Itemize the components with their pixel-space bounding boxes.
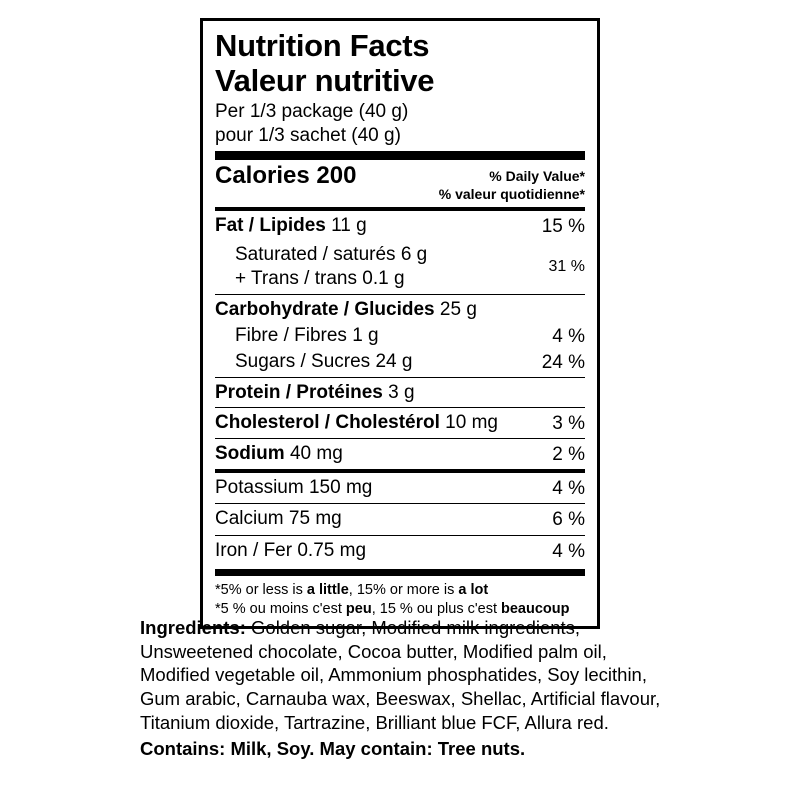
- row-sodium-label: [215, 442, 343, 465]
- row-sugars-label: Sugars / Sucres 24 g: [235, 350, 413, 372]
- row-potassium-label: Potassium 150 mg: [215, 477, 373, 499]
- row-calcium-value: 6 %: [552, 509, 585, 531]
- divider-thick-top: [215, 151, 585, 160]
- ingredients-list: Golden sugar, Modified milk ingredients, Unsweetened chocolate, Cocoa butter, Modified palm oil, Modified vegetable oil, Ammonium phosphatides, Soy lecithin, Gum arabic, Carnauba wax, Beeswax, Shellac, Artificial flavour, Titanium dioxide, Tartrazine, Brilliant blue FCF, Allura red.: [140, 617, 661, 733]
- footnote-english-mid: , 15% or more is: [348, 581, 459, 598]
- row-sodium: [215, 439, 585, 469]
- row-fat-amount: 11 g: [325, 215, 367, 237]
- row-sugars: [215, 350, 585, 377]
- calories-row: [215, 160, 585, 207]
- row-fat-value: 15 %: [541, 216, 585, 238]
- panel-title-french: Valeur nutritive: [215, 62, 435, 98]
- row-carbohydrate-amount: 25 g: [434, 299, 477, 321]
- calories-label: Calories 200: [215, 161, 357, 189]
- row-cholesterol: [215, 408, 585, 438]
- row-fat: [215, 211, 585, 241]
- divider-above-footnote: [215, 569, 585, 576]
- daily-value-header: [439, 162, 585, 203]
- row-carbohydrate-label: [215, 298, 477, 321]
- row-cholesterol-label: [215, 411, 498, 434]
- row-iron: [215, 536, 585, 566]
- row-trans-label: + Trans / trans 0.1 g: [235, 268, 405, 290]
- row-calcium-label: Calcium 75 mg: [215, 508, 342, 530]
- daily-value-header-french: % valeur quotidienne*: [438, 185, 585, 202]
- row-fat-label: [215, 214, 367, 237]
- footnote-french-mid: , 15 % ou plus c'est: [371, 601, 502, 618]
- ingredients-label: Ingredients:: [140, 617, 246, 638]
- row-saturated-trans-value: 31 %: [548, 258, 585, 276]
- row-cholesterol-value: 3 %: [552, 412, 585, 434]
- footnote-english-bold-alot: a lot: [458, 581, 489, 598]
- row-fat-name: Fat / Lipides: [215, 215, 326, 237]
- row-iron-label: Iron / Fer 0.75 mg: [215, 539, 367, 561]
- daily-value-header-english: % Daily Value*: [489, 167, 585, 184]
- row-iron-value: 4 %: [552, 540, 585, 562]
- row-saturated-trans: [215, 241, 585, 294]
- row-potassium: [215, 473, 585, 503]
- nutrition-facts-panel: [200, 18, 600, 629]
- footnote-french-bold-beaucoup: beaucoup: [501, 601, 570, 618]
- serving-size-french: pour 1/3 sachet (40 g): [215, 124, 401, 146]
- footnote-english: [215, 576, 585, 601]
- row-sodium-name: Sodium: [215, 443, 285, 465]
- serving-size-english: Per 1/3 package (40 g): [215, 101, 409, 123]
- row-sugars-value: 24 %: [541, 351, 585, 373]
- row-cholesterol-name: Cholesterol / Cholestérol: [215, 411, 440, 433]
- row-sodium-value: 2 %: [552, 444, 585, 466]
- row-fibre: [215, 324, 585, 349]
- row-protein-name: Protein / Protéines: [215, 381, 383, 403]
- ingredients-block: [140, 616, 670, 761]
- row-protein: [215, 378, 585, 407]
- footnote-french-bold-peu: peu: [345, 601, 372, 618]
- allergen-statement: Contains: Milk, Soy. May contain: Tree nuts.: [140, 738, 526, 760]
- row-protein-amount: 3 g: [382, 381, 415, 403]
- panel-title-english: Nutrition Facts: [215, 28, 430, 63]
- row-cholesterol-amount: 10 mg: [439, 411, 498, 433]
- footnote-english-bold-little: a little: [306, 581, 349, 598]
- row-fibre-label: Fibre / Fibres 1 g: [235, 325, 379, 347]
- row-protein-label: [215, 381, 415, 404]
- footnote-french-pre: *5 % ou moins c'est: [215, 601, 346, 618]
- row-calcium: [215, 504, 585, 534]
- row-fibre-value: 4 %: [552, 326, 585, 348]
- row-potassium-value: 4 %: [552, 478, 585, 500]
- row-carbohydrate: [215, 295, 585, 324]
- row-carbohydrate-name: Carbohydrate / Glucides: [215, 299, 435, 321]
- row-sodium-amount: 40 mg: [284, 443, 343, 465]
- footnote-english-pre: *5% or less is: [215, 581, 307, 598]
- row-saturated-label: Saturated / saturés 6 g: [235, 244, 428, 266]
